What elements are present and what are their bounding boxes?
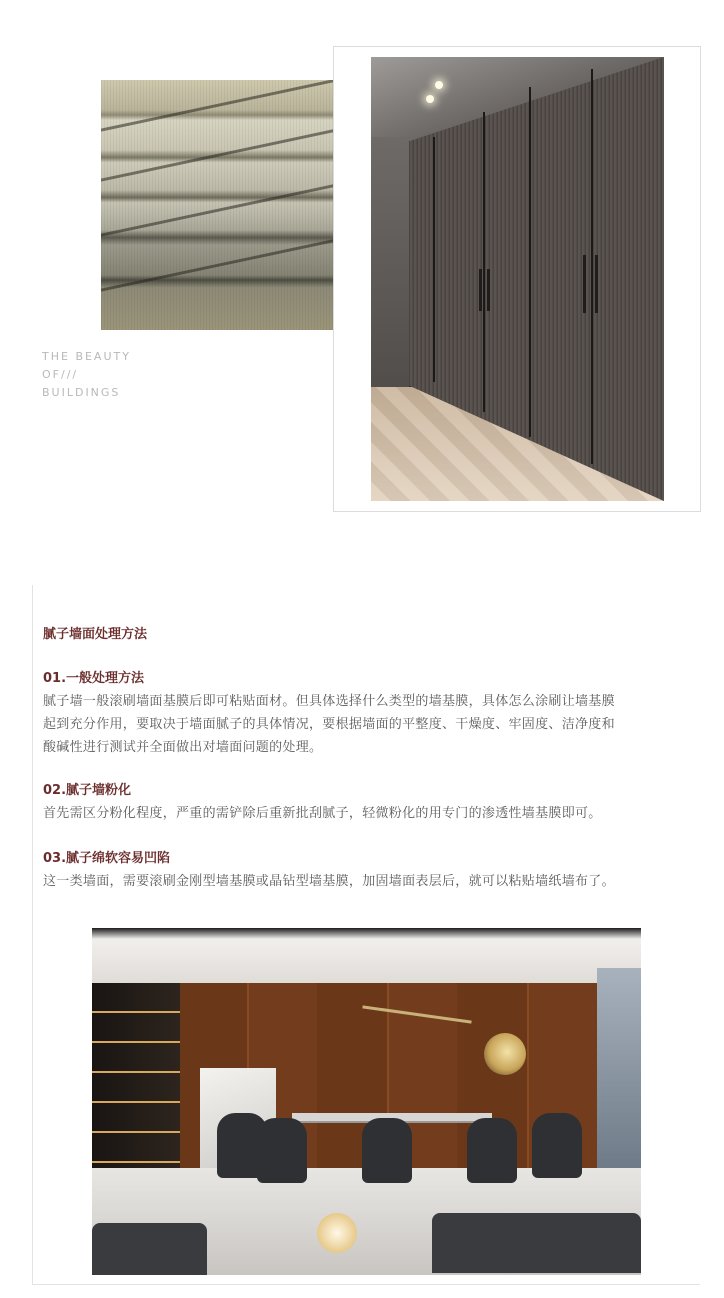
section-1-line-2: 起到充分作用，要取决于墙面腻子的具体情况，要根据墙面的平整度、干燥度、牢固度、洁净度和 (43, 717, 615, 732)
fabric-swatch-image (101, 80, 348, 330)
dining-room-image (92, 928, 641, 1275)
section-body-1 (43, 690, 708, 759)
article-title: 腻子墙面处理方法 (43, 627, 148, 642)
article-bottom-rule (32, 1284, 700, 1285)
section-body-2 (43, 802, 708, 825)
caption-line-3: BUILDINGS (42, 386, 121, 399)
section-2-line-1: 首先需区分粉化程度，严重的需铲除后重新批刮腻子，轻微粉化的用专门的渗透性墙基膜即可。 (43, 806, 602, 821)
section-heading-1: 01.一般处理方法 (43, 671, 145, 686)
section-heading-2: 02.腻子墙粉化 (43, 783, 132, 798)
section-heading-3: 03.腻子绵软容易凹陷 (43, 851, 171, 866)
section-body-3 (43, 870, 708, 893)
article-left-rule (32, 585, 33, 1285)
section-1-line-1: 腻子墙一般滚刷墙面基膜后即可粘贴面材。但具体选择什么类型的墙基膜，具体怎么涂刷让墙基膜 (43, 694, 615, 709)
caption-line-1: THE BEAUTY (42, 350, 131, 363)
wardrobe-image (371, 57, 664, 501)
section-1-line-3: 酸碱性进行测试并全面做出对墙面问题的处理。 (43, 740, 323, 755)
section-3-line-1: 这一类墙面，需要滚刷金刚型墙基膜或晶钻型墙基膜，加固墙面表层后，就可以粘贴墙纸墙布了。 (43, 874, 615, 889)
caption-line-2: OF/// (42, 368, 79, 381)
